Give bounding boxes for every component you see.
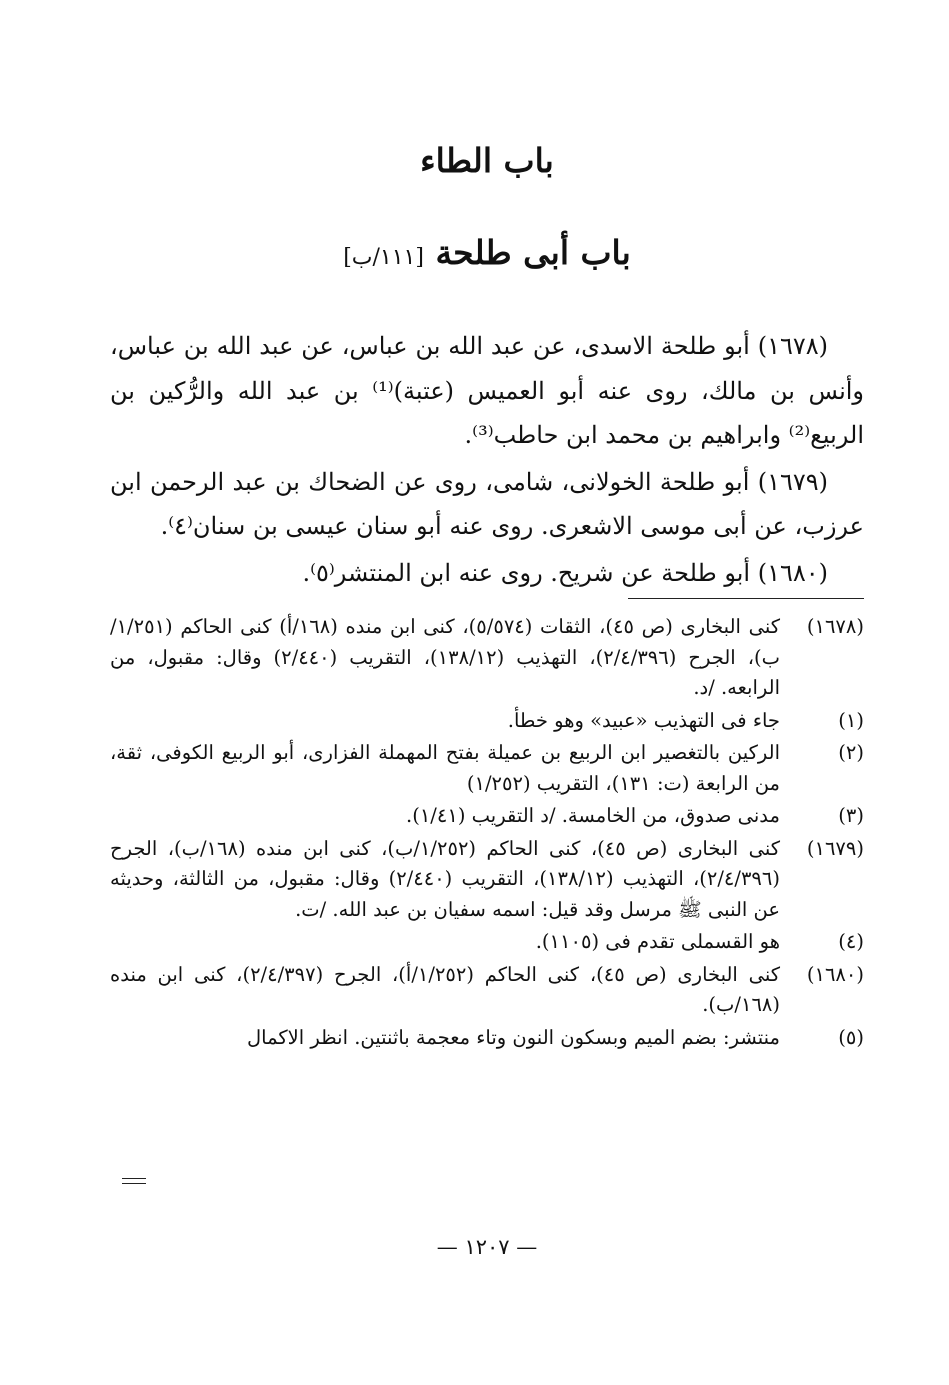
footnotes (110, 612, 864, 1055)
footnote-text: كنى البخارى (ص ٤٥)، كنى الحاكم (١/٢٥٢/ب)، كنى ابن منده (١٦٨/ب)، الجرح (٢/٤/٣٩٦)، التهذيب (١٣٨/١٢)، التقريب (٢/٤٤٠) وقال: مقبول، من الثالثة، وحديثه عن النبى ﷺ مرسل وقد قيل: اسمه سفيان بن عبد الله. /ت. (110, 836, 780, 921)
footnote-separator (628, 598, 864, 599)
entry-1680: (١٦٨٠) أبو طلحة عن شريح. روى عنه ابن المنتشر⁽٥⁾. (302, 558, 828, 587)
footnote-text: هو القسملى تقدم فى (١١٠٥). (535, 930, 780, 953)
footnote (110, 960, 864, 1021)
footnote (110, 706, 864, 737)
footnote-number: (٤) (838, 930, 864, 953)
main-text (110, 324, 864, 595)
footnote-text: جاء فى التهذيب «عبيد» وهو خطأ. (507, 708, 780, 732)
footnote-number: (٥) (838, 1025, 864, 1049)
footnote-number: (١٦٧٨) (806, 615, 864, 638)
footnote-number: (١) (838, 708, 864, 732)
footnote-number: (٣) (838, 804, 864, 827)
footnote-text: كنى البخارى (ص ٤٥)، كنى الحاكم (١/٢٥٢/أ)، الجرح (٢/٤/٣٩٧)، كنى ابن منده (١٦٨/ب). (110, 962, 781, 1016)
footnote (110, 738, 864, 799)
footnote-text: الركين بالتغصير ابن الربيع بن عميلة بفتح المهملة الفزارى، أبو الربيع الكوفى، ثقة، من الرابعة (ت: ١٣١)، التقريب (١/٢٥٢) (110, 741, 780, 795)
footnote-text: مدنى صدوق، من الخامسة. /د التقريب (١/٤١). (406, 804, 780, 827)
footnote (110, 1023, 864, 1054)
footnote (110, 612, 864, 704)
chapter-title: باب الطاء (420, 141, 554, 180)
footnote-text: منتشر: بضم الميم وبسكون النون وتاء معجمة باثنتين. انظر الاكمال (247, 1025, 780, 1049)
footnote-number: (٢) (838, 741, 864, 764)
section-title (110, 228, 864, 283)
document-page (110, 0, 864, 1385)
folio-reference: [١١١/ب] (343, 245, 424, 270)
footnote-text: كنى البخارى (ص ٤٥)، الثقات (٥/٥٧٤)، كنى ابن منده (١٦٨/أ) كنى الحاكم (١/٢٥١/ب)، الجرح (٢/٤/٣٩٦)، التهذيب (١٣٨/١٢)، التقريب (٢/٤٤٠) وقال: مقبول، من الرابعه. /د. (110, 615, 781, 699)
page-number: — ١٢٠٧ — (436, 1235, 538, 1259)
continuation-mark (122, 1178, 146, 1184)
entry-1679: (١٦٧٩) أبو طلحة الخولانى، شامى، روى عن الضحاك بن عبد الرحمن ابن عرزب، عن أبى موسى الاشعرى. روى عنه أبو سنان عيسى بن سنان⁽٤⁾. (110, 467, 864, 540)
section-title-text: باب أبى طلحة (435, 233, 631, 272)
footnote (110, 801, 864, 832)
footnote (110, 834, 864, 926)
footnote-number: (١٦٨٠) (806, 962, 864, 986)
footnote-number: (١٦٧٩) (806, 836, 864, 860)
entry-1678: (١٦٧٨) أبو طلحة الاسدى، عن عبد الله بن عباس، عن عبد الله بن عباس، وأنس بن مالك، روى عنه أبو العميس (عتبة)⁽¹⁾ بن عبد الله والرُّكين بن الربيع⁽²⁾ وابراهيم بن محمد ابن حاطب⁽³⁾. (110, 332, 864, 449)
footnote (110, 927, 864, 958)
